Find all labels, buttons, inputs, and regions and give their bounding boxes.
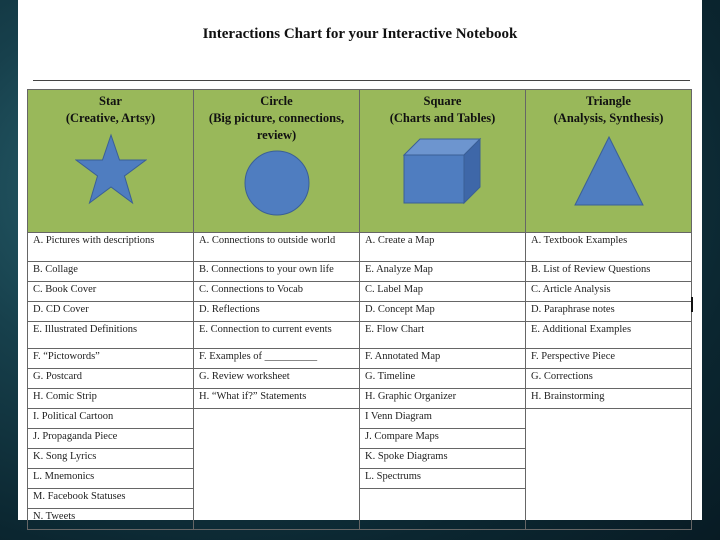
- table-cell: G. Corrections: [526, 369, 692, 389]
- cube-icon: [402, 137, 484, 207]
- column-header-star: [28, 90, 194, 233]
- column-name: Circle: [260, 94, 293, 108]
- table-cell: H. Comic Strip: [28, 389, 194, 409]
- table-cell: D. CD Cover: [28, 302, 194, 322]
- circle-icon: [242, 148, 312, 218]
- list-item: L. Spectrums: [360, 469, 525, 489]
- table-cell: G. Timeline: [360, 369, 526, 389]
- column-subtitle: (Creative, Artsy): [65, 111, 156, 125]
- table-row: [28, 389, 692, 409]
- column-subtitle: (Big picture, connections, review): [208, 111, 345, 142]
- notebook-sheet: [18, 0, 702, 520]
- table-cell: H. Graphic Organizer: [360, 389, 526, 409]
- table-cell: E. Flow Chart: [360, 322, 526, 349]
- empty-cell: [194, 409, 360, 530]
- page-title: Interactions Chart for your Interactive Notebook: [202, 26, 518, 42]
- table-cell: A. Connections to outside world: [194, 233, 360, 262]
- table-cell: E. Additional Examples: [526, 322, 692, 349]
- table-cell: D. Paraphrase notes: [526, 302, 692, 322]
- table-cell: H. Brainstorming: [526, 389, 692, 409]
- list-item: L. Mnemonics: [28, 469, 193, 489]
- table-row: [28, 322, 692, 349]
- star-extra-items: [28, 409, 194, 530]
- table-row: [28, 349, 692, 369]
- column-name: Triangle: [586, 94, 631, 108]
- list-item: J. Propaganda Piece: [28, 429, 193, 449]
- table-cell: C. Article Analysis: [526, 282, 692, 302]
- triangle-icon: [572, 133, 646, 209]
- cursor-marker: [691, 297, 693, 312]
- triangle-shape: [575, 137, 643, 205]
- table-row: [28, 302, 692, 322]
- list-item: K. Spoke Diagrams: [360, 449, 525, 469]
- list-item: M. Facebook Statuses: [28, 489, 193, 509]
- list-item: I. Political Cartoon: [28, 409, 193, 429]
- table-cell: F. Perspective Piece: [526, 349, 692, 369]
- table-cell: F. “Pictowords”: [28, 349, 194, 369]
- column-header-square: [360, 90, 526, 233]
- empty-list-item: [360, 489, 525, 529]
- interactions-table: [27, 89, 692, 530]
- table-cell: C. Connections to Vocab: [194, 282, 360, 302]
- table-cell: H. “What if?” Statements: [194, 389, 360, 409]
- table-cell: G. Review worksheet: [194, 369, 360, 389]
- column-subtitle: (Charts and Tables): [389, 111, 496, 125]
- list-item: N. Tweets: [33, 511, 76, 522]
- list-item: K. Song Lyrics: [28, 449, 193, 469]
- column-header-circle: [194, 90, 360, 233]
- header-row: [28, 90, 692, 233]
- table-row: [28, 233, 692, 262]
- list-item: I Venn Diagram: [360, 409, 525, 429]
- column-name: Star: [99, 94, 122, 108]
- table-cell: E. Connection to current events: [194, 322, 360, 349]
- table-row: [28, 282, 692, 302]
- circle-shape: [245, 151, 309, 215]
- column-subtitle: (Analysis, Synthesis): [553, 111, 664, 125]
- table-cell: A. Create a Map: [360, 233, 526, 262]
- column-header-triangle: [526, 90, 692, 233]
- table-cell: D. Reflections: [194, 302, 360, 322]
- table-cell: A. Pictures with descriptions: [28, 233, 194, 262]
- table-cell: E. Analyze Map: [360, 262, 526, 282]
- column-name: Square: [423, 94, 462, 108]
- list-item: J. Compare Maps: [360, 429, 525, 449]
- star-icon: [75, 133, 147, 209]
- table-cell: C. Label Map: [360, 282, 526, 302]
- table-cell: D. Concept Map: [360, 302, 526, 322]
- table-cell: B. List of Review Questions: [526, 262, 692, 282]
- table-cell: G. Postcard: [28, 369, 194, 389]
- title-divider: [33, 80, 690, 81]
- table-cell: B. Connections to your own life: [194, 262, 360, 282]
- table-row: [28, 409, 692, 530]
- square-extra-items: [360, 409, 526, 530]
- table-cell: B. Collage: [28, 262, 194, 282]
- table-cell: F. Annotated Map: [360, 349, 526, 369]
- table-row: [28, 369, 692, 389]
- table-cell: E. Illustrated Definitions: [28, 322, 194, 349]
- star-shape: [76, 135, 146, 203]
- cube-front-face: [404, 155, 464, 203]
- table-cell: A. Textbook Examples: [526, 233, 692, 262]
- table-cell: C. Book Cover: [28, 282, 194, 302]
- empty-cell: [526, 409, 692, 530]
- table-cell: F. Examples of __________: [194, 349, 360, 369]
- table-row: [28, 262, 692, 282]
